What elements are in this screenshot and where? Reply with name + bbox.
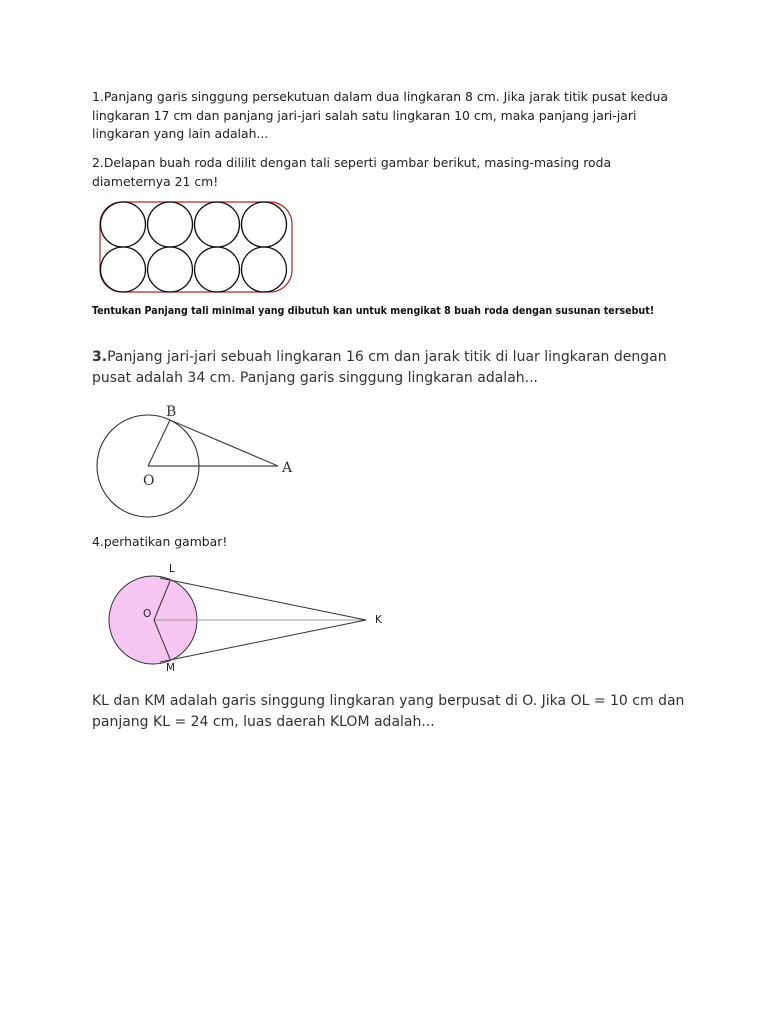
kite-figure: [108, 560, 398, 675]
label-a: A: [282, 460, 293, 476]
label-b: B: [166, 404, 177, 420]
label-l: L: [169, 563, 175, 575]
wheel: [195, 247, 240, 292]
label-o: O: [143, 608, 152, 620]
wheel: [148, 202, 193, 247]
question-3-number: 3.: [92, 349, 108, 365]
wheel: [242, 202, 287, 247]
label-o: O: [143, 473, 155, 489]
tangent-figure: [88, 398, 308, 498]
radius-ob: [148, 420, 170, 466]
question-3-body: Panjang jari-jari sebuah lingkaran 16 cm dan jarak titik di luar lingkaran dengan pusat adalah 34 cm. Panjang garis singgung lingkaran adalah...: [92, 349, 667, 386]
wheels-figure: [98, 200, 294, 294]
question-3-text: [92, 347, 692, 388]
wheel: [101, 247, 146, 292]
question-4-statement: KL dan KM adalah garis singgung lingkaran yang berpusat di O. Jika OL = 10 cm dan panjang KL = 24 cm, luas daerah KLOM adalah...: [92, 693, 685, 730]
question-4-text: 4.perhatikan gambar!: [92, 534, 228, 549]
wheel-group: [101, 202, 287, 292]
question-2-note: Tentukan Panjang tali minimal yang dibutuh kan untuk mengikat 8 buah roda dengan susunan tersebut!: [92, 305, 655, 317]
wheel: [242, 247, 287, 292]
tangent-ba: [170, 420, 278, 466]
question-2-text: 2.Delapan buah roda dililit dengan tali seperti gambar berikut, masing-masing roda diameternya 21 cm!: [92, 155, 612, 189]
wheel: [148, 247, 193, 292]
label-k: K: [375, 614, 382, 626]
question-1-text: 1.Panjang garis singgung persekutuan dalam dua lingkaran 8 cm. Jika jarak titik pusat kedua lingkaran 17 cm dan panjang jari-jari salah satu lingkaran 10 cm, maka panjang jari-jari lingkaran yang lain adalah...: [92, 89, 668, 141]
wheel: [195, 202, 240, 247]
label-m: M: [166, 662, 176, 674]
wheel: [101, 202, 146, 247]
